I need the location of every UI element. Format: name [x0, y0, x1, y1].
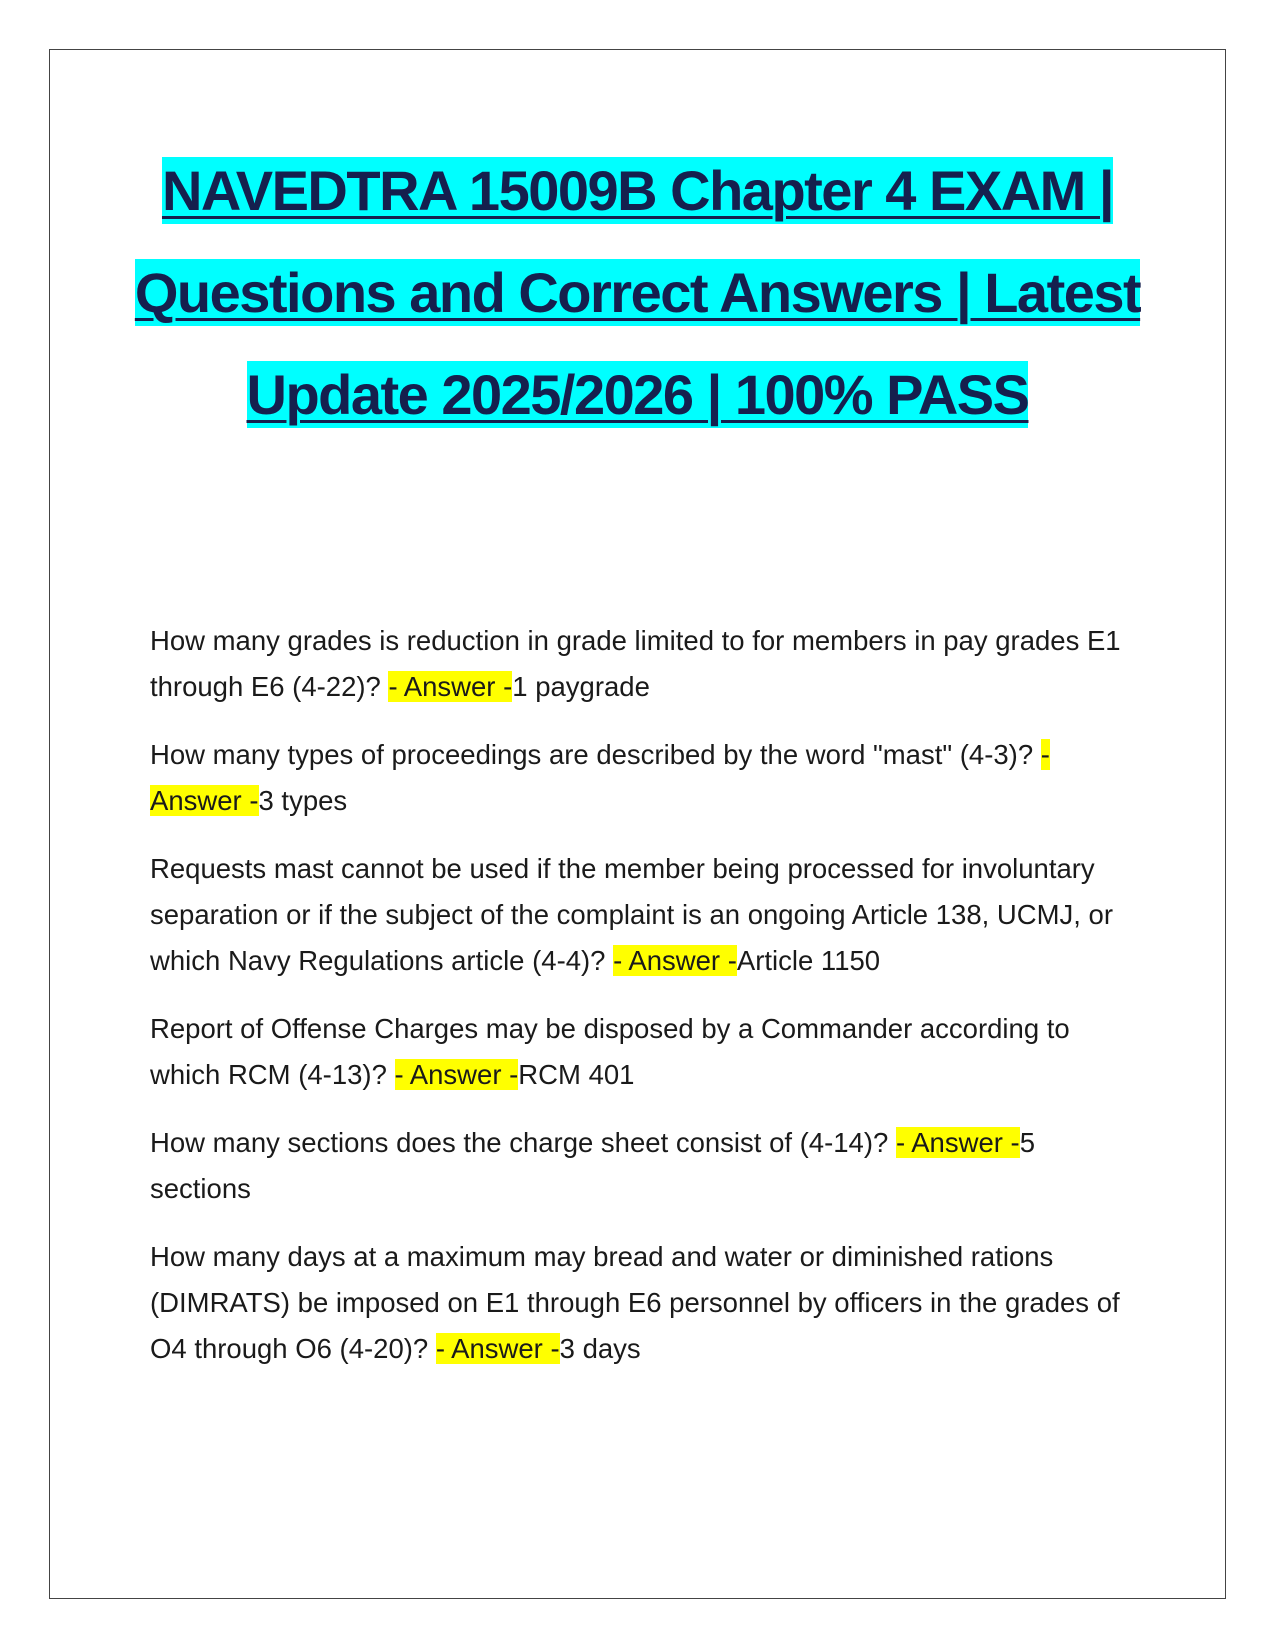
- qa-item: [150, 1006, 1135, 1098]
- qa-item: [150, 732, 1135, 824]
- question-text: Report of Offense Charges may be disposed by a Commander according to which RCM (4-13)?: [150, 1013, 1070, 1090]
- answer-marker: - Answer -: [394, 1059, 519, 1090]
- question-text: How many grades is reduction in grade limited to for members in pay grades E1 through E6 (4-22)?: [150, 625, 1121, 702]
- qa-item: [150, 618, 1135, 710]
- qa-item: [150, 1234, 1135, 1372]
- answer-text: Article 1150: [736, 945, 881, 976]
- question-text: How many sections does the charge sheet consist of (4-14)?: [150, 1127, 896, 1158]
- answer-marker: - Answer -: [435, 1333, 560, 1364]
- answer-text: 3 types: [258, 785, 348, 816]
- question-text: How many types of proceedings are described by the word "mast" (4-3)?: [150, 739, 1041, 770]
- answer-marker: - Answer -: [388, 671, 513, 702]
- document-title: [120, 140, 1155, 446]
- answer-text: 1 paygrade: [512, 671, 650, 702]
- qa-list: [150, 618, 1135, 1394]
- title-text: NAVEDTRA 15009B Chapter 4 EXAM | Questions and Correct Answers | Latest Update 2025/2026 | 100% PASS: [134, 159, 1141, 426]
- question-text: Requests mast cannot be used if the member being processed for involuntary separation or if the subject of the complaint is an ongoing Article 138, UCMJ, or which Navy Regulations article (4-4)?: [150, 853, 1114, 976]
- answer-text: 3 days: [559, 1333, 641, 1364]
- question-text: How many days at a maximum may bread and water or diminished rations (DIMRATS) be imposed on E1 through E6 personnel by officers in the grades of O4 through O6 (4-20)?: [150, 1241, 1120, 1364]
- answer-marker: - Answer -: [150, 739, 1050, 816]
- qa-item: [150, 1120, 1135, 1212]
- answer-text: RCM 401: [518, 1059, 635, 1090]
- answer-marker: - Answer -: [895, 1127, 1020, 1158]
- answer-text: 5 sections: [150, 1127, 1036, 1204]
- qa-item: [150, 846, 1135, 984]
- answer-marker: - Answer -: [613, 945, 737, 976]
